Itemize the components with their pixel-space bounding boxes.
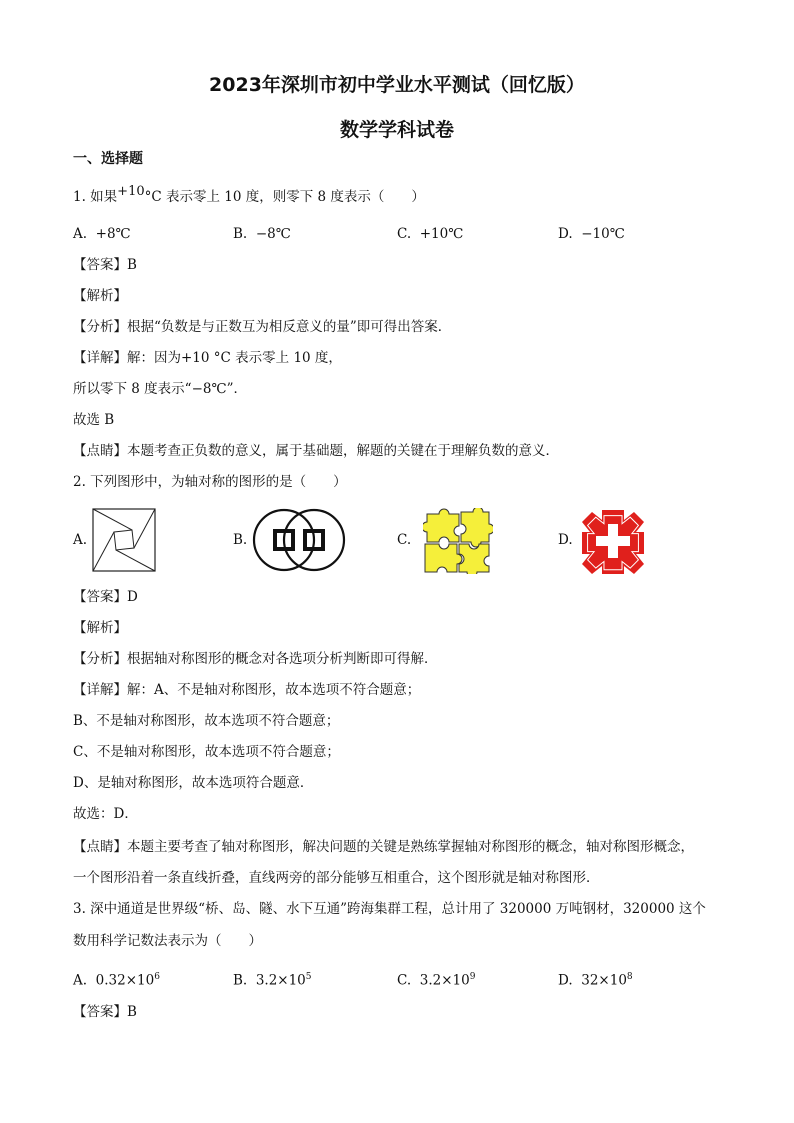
fenxi-tag: 【分析】 <box>73 651 127 667</box>
option-base: 3.2×10 <box>255 972 306 989</box>
xiangjie-tag: 【详解】 <box>73 350 127 366</box>
q3-stem-cont: 数用科学记数法表示为（ ） <box>73 933 262 949</box>
option-text: +8℃ <box>95 226 131 242</box>
puzzle-pieces-icon <box>423 508 493 574</box>
q2-choice-line: 故选：D． <box>73 806 138 822</box>
document-subtitle: 数学学科试卷 <box>339 119 454 141</box>
option-text: −8℃ <box>255 226 291 242</box>
xiangjie-text: 解：因为+10 °C 表示零上 10 度， <box>127 350 342 366</box>
xiangjie-text: 解：A、不是轴对称图形，故本选项不符合题意； <box>127 682 421 698</box>
q2-dianjing-cont: 一个图形沿着一条直线折叠，直线两旁的部分能够互相重合，这个图形就是轴对称图形． <box>73 870 600 886</box>
option-exponent: 6 <box>154 972 160 982</box>
fenxi-text: 根据“负数是与正数互为相反意义的量”即可得出答案． <box>127 319 452 335</box>
q2-answer <box>73 588 138 606</box>
option-base: 32×10 <box>581 972 627 989</box>
option-letter: D. <box>558 972 573 989</box>
option-letter: A. <box>73 226 88 242</box>
q1-option-c <box>397 225 463 243</box>
q1-answer <box>73 256 137 274</box>
q2-line-b: B、不是轴对称图形，故本选项不符合题意； <box>73 713 340 729</box>
option-exponent: 5 <box>305 972 312 982</box>
answer-tag: 【答案】 <box>73 589 127 605</box>
q2-analysis-tag: 【解析】 <box>73 620 127 636</box>
q1-solution-line: 所以零下 8 度表示“−8℃”． <box>73 381 247 397</box>
dianjing-tag: 【点睛】 <box>73 839 127 855</box>
option-letter: C. <box>397 972 412 989</box>
q2-option-c-letter: C. <box>397 532 412 548</box>
option-letter: D. <box>558 226 573 242</box>
q1-xiangjie <box>73 349 342 367</box>
q1-stem-suffix: °C 表示零上 10 度，则零下 8 度表示（ ） <box>144 189 425 205</box>
answer-value: D <box>127 589 138 605</box>
q2-option-a-letter: A. <box>73 532 88 548</box>
q3-option-b <box>233 968 312 990</box>
q1-stem-prefix: 1. 如果 <box>73 189 118 205</box>
section-heading: 一、选择题 <box>73 151 143 167</box>
fenxi-tag: 【分析】 <box>73 319 127 335</box>
q3-stem: 3. 深中通道是世界级“桥、岛、隧、水下互通”跨海集群工程，总计用了 320000 万吨钢材，320000 这个 <box>73 901 706 917</box>
option-exponent: 8 <box>626 972 633 982</box>
q3-option-d <box>558 968 633 990</box>
option-text: −10℃ <box>581 226 625 242</box>
xiangjie-tag: 【详解】 <box>73 682 127 698</box>
answer-tag: 【答案】 <box>73 257 127 273</box>
option-letter: B. <box>233 972 248 989</box>
q3-option-a <box>73 968 160 990</box>
document-title: 2023年深圳市初中学业水平测试（回忆版） <box>209 74 585 96</box>
q2-line-d: D、是轴对称图形，故本选项符合题意． <box>73 775 314 791</box>
q2-xiangjie <box>73 681 420 699</box>
option-exponent: 9 <box>469 972 476 982</box>
option-letter: B. <box>233 226 248 242</box>
option-text: +10℃ <box>419 226 464 242</box>
answer-tag: 【答案】 <box>73 1004 127 1020</box>
dianjing-text: 本题主要考查了轴对称图形，解决问题的关键是熟练掌握轴对称图形的概念，轴对称图形概念， <box>127 839 694 855</box>
q2-fenxi <box>73 650 438 668</box>
q3-answer <box>73 1003 137 1021</box>
q1-option-a <box>73 225 131 243</box>
q1-stem-temp: +10 <box>117 184 145 199</box>
q1-option-d <box>558 225 625 243</box>
option-base: 0.32×10 <box>95 972 155 989</box>
dianjing-tag: 【点睛】 <box>73 443 127 459</box>
q1-analysis-tag: 【解析】 <box>73 288 127 304</box>
q1-stem <box>73 184 425 207</box>
q1-option-b <box>233 225 291 243</box>
answer-value: B <box>127 1004 137 1020</box>
q2-option-d-letter: D. <box>558 532 573 548</box>
q2-option-b-letter: B. <box>233 532 248 548</box>
q1-fenxi <box>73 318 451 336</box>
q2-stem: 2. 下列图形中，为轴对称的图形的是（ ） <box>73 474 347 490</box>
red-cross-icon <box>580 508 646 574</box>
option-letter: C. <box>397 226 412 242</box>
fenxi-text: 根据轴对称图形的概念对各选项分析判断即可得解． <box>127 651 438 667</box>
option-letter: A. <box>73 972 88 989</box>
dianjing-text: 本题考查正负数的意义，属于基础题，解题的关键在于理解负数的意义． <box>127 443 559 459</box>
q1-dianjing <box>73 442 559 460</box>
q1-choice-line: 故选 B <box>73 412 115 428</box>
pinwheel-square-icon <box>92 508 156 572</box>
answer-value: B <box>127 257 137 273</box>
option-base: 3.2×10 <box>419 972 470 989</box>
q2-dianjing <box>73 838 694 856</box>
linked-coins-icon <box>252 505 348 575</box>
q3-option-c <box>397 968 475 990</box>
q2-line-c: C、不是轴对称图形，故本选项不符合题意； <box>73 744 340 760</box>
